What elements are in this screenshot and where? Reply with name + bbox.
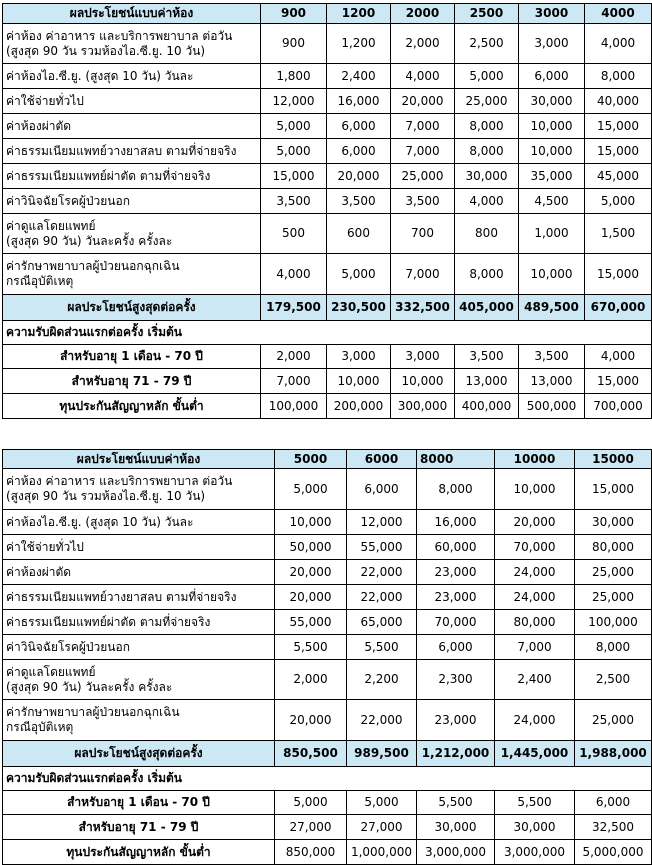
table-row (3, 254, 652, 295)
value-cell: 40,000 (585, 89, 652, 114)
value-cell: 500,000 (519, 394, 585, 419)
row-label: ค่ารักษาพยาบาลผู้ป่วยนอกฉุกเฉิน กรณีอุบัติเหตุ (3, 700, 275, 741)
table-row (3, 139, 652, 164)
value-cell: 8,000 (455, 254, 519, 295)
value-cell: 45,000 (585, 164, 652, 189)
value-cell: 2,000 (275, 660, 347, 700)
value-cell: 2,400 (327, 64, 391, 89)
sum-insured-row (3, 394, 652, 419)
value-cell: 3,000 (327, 345, 391, 369)
row-label: ค่าธรรมเนียมแพทย์วางยาสลบ ตามที่จ่ายจริง (3, 585, 275, 610)
value-cell: 700 (391, 214, 455, 254)
value-cell: 900 (261, 24, 327, 64)
row-label: ค่าห้องผ่าตัด (3, 560, 275, 585)
benefit-table-1 (2, 3, 652, 419)
total-value: 230,500 (327, 295, 391, 321)
value-cell: 70,000 (495, 535, 575, 560)
sum-insured-label: ทุนประกันสัญญาหลัก ขั้นต่ำ (3, 840, 275, 865)
value-cell: 8,000 (455, 139, 519, 164)
value-cell: 23,000 (417, 585, 495, 610)
value-cell: 1,200 (327, 24, 391, 64)
row-label: ค่าธรรมเนียมแพทย์ผ่าตัด ตามที่จ่ายจริง (3, 610, 275, 635)
value-cell: 2,500 (455, 24, 519, 64)
value-cell: 27,000 (347, 815, 417, 840)
header-cell: ผลประโยชน์แบบค่าห้อง (3, 4, 261, 24)
value-cell: 6,000 (327, 139, 391, 164)
value-cell: 30,000 (455, 164, 519, 189)
table-row (3, 214, 652, 254)
value-cell: 80,000 (575, 535, 652, 560)
header-cell: 15000 (575, 450, 652, 469)
table-header-row (3, 450, 652, 469)
value-cell: 5,000 (261, 139, 327, 164)
table-row (3, 469, 652, 510)
total-row (3, 295, 652, 321)
value-cell: 20,000 (275, 560, 347, 585)
value-cell: 15,000 (575, 469, 652, 510)
deductible-title: ความรับผิดส่วนแรกต่อครั้ง เริ่มต้น (3, 321, 652, 345)
total-value: 332,500 (391, 295, 455, 321)
value-cell: 3,500 (391, 189, 455, 214)
value-cell: 4,000 (585, 24, 652, 64)
value-cell: 10,000 (519, 114, 585, 139)
row-label: ค่าห้องไอ.ซี.ยู. (สูงสุด 10 วัน) วันละ (3, 64, 261, 89)
header-cell: 8000 (417, 450, 495, 469)
value-cell: 15,000 (585, 254, 652, 295)
total-value: 670,000 (585, 295, 652, 321)
value-cell: 850,000 (275, 840, 347, 865)
header-cell: 1200 (327, 4, 391, 24)
value-cell: 8,000 (575, 635, 652, 660)
total-value: 1,445,000 (495, 741, 575, 767)
value-cell: 5,000 (585, 189, 652, 214)
value-cell: 30,000 (519, 89, 585, 114)
value-cell: 15,000 (261, 164, 327, 189)
total-value: 1,212,000 (417, 741, 495, 767)
value-cell: 70,000 (417, 610, 495, 635)
header-cell: 4000 (585, 4, 652, 24)
row-label: ค่าห้องไอ.ซี.ยู. (สูงสุด 10 วัน) วันละ (3, 510, 275, 535)
header-cell: 5000 (275, 450, 347, 469)
value-cell: 8,000 (417, 469, 495, 510)
total-value: 850,500 (275, 741, 347, 767)
value-cell: 2,000 (261, 345, 327, 369)
value-cell: 15,000 (585, 114, 652, 139)
value-cell: 25,000 (391, 164, 455, 189)
table-row (3, 535, 652, 560)
table-row (3, 64, 652, 89)
value-cell: 3,000,000 (417, 840, 495, 865)
value-cell: 5,500 (275, 635, 347, 660)
value-cell: 5,000 (261, 114, 327, 139)
benefit-table-2 (2, 449, 652, 865)
value-cell: 5,000 (275, 791, 347, 815)
value-cell: 5,000 (455, 64, 519, 89)
row-label: ค่าธรรมเนียมแพทย์ผ่าตัด ตามที่จ่ายจริง (3, 164, 261, 189)
value-cell: 10,000 (391, 369, 455, 394)
total-label: ผลประโยชน์สูงสุดต่อครั้ง (3, 295, 261, 321)
value-cell: 7,000 (391, 114, 455, 139)
value-cell: 6,000 (347, 469, 417, 510)
row-label: ค่าวินิจฉัยโรคผู้ป่วยนอก (3, 189, 261, 214)
row-label: ค่าธรรมเนียมแพทย์วางยาสลบ ตามที่จ่ายจริง (3, 139, 261, 164)
value-cell: 16,000 (417, 510, 495, 535)
value-cell: 8,000 (455, 114, 519, 139)
table-row (3, 114, 652, 139)
value-cell: 20,000 (391, 89, 455, 114)
value-cell: 4,000 (391, 64, 455, 89)
value-cell: 22,000 (347, 700, 417, 741)
deductible-label: สำหรับอายุ 1 เดือน - 70 ปี (3, 791, 275, 815)
value-cell: 5,500 (495, 791, 575, 815)
deductible-row (3, 369, 652, 394)
row-label: ค่าดูแลโดยแพทย์ (สูงสุด 90 วัน) วันละครั้ง ครั้งละ (3, 660, 275, 700)
value-cell: 8,000 (585, 64, 652, 89)
header-cell: 2500 (455, 4, 519, 24)
value-cell: 25,000 (575, 560, 652, 585)
value-cell: 7,000 (391, 139, 455, 164)
header-cell: 10000 (495, 450, 575, 469)
value-cell: 55,000 (275, 610, 347, 635)
table-row (3, 585, 652, 610)
header-cell: ผลประโยชน์แบบค่าห้อง (3, 450, 275, 469)
total-value: 489,500 (519, 295, 585, 321)
value-cell: 6,000 (575, 791, 652, 815)
value-cell: 23,000 (417, 700, 495, 741)
value-cell: 12,000 (347, 510, 417, 535)
row-label: ค่าใช้จ่ายทั่วไป (3, 535, 275, 560)
value-cell: 55,000 (347, 535, 417, 560)
value-cell: 15,000 (585, 369, 652, 394)
value-cell: 1,500 (585, 214, 652, 254)
row-label: ค่าห้อง ค่าอาหาร และบริการพยาบาล ต่อวัน (สูงสุด 90 วัน รวมห้องไอ.ซี.ยู. 10 วัน) (3, 469, 275, 510)
value-cell: 5,500 (417, 791, 495, 815)
total-label: ผลประโยชน์สูงสุดต่อครั้ง (3, 741, 275, 767)
value-cell: 30,000 (575, 510, 652, 535)
header-cell: 2000 (391, 4, 455, 24)
value-cell: 10,000 (519, 254, 585, 295)
value-cell: 7,000 (495, 635, 575, 660)
value-cell: 10,000 (519, 139, 585, 164)
value-cell: 2,200 (347, 660, 417, 700)
header-cell: 900 (261, 4, 327, 24)
value-cell: 20,000 (495, 510, 575, 535)
total-value: 405,000 (455, 295, 519, 321)
value-cell: 7,000 (391, 254, 455, 295)
value-cell: 4,000 (455, 189, 519, 214)
total-value: 1,988,000 (575, 741, 652, 767)
value-cell: 20,000 (275, 585, 347, 610)
deductible-title-row (3, 767, 652, 791)
deductible-row (3, 791, 652, 815)
row-label: ค่าวินิจฉัยโรคผู้ป่วยนอก (3, 635, 275, 660)
row-label: ค่าห้องผ่าตัด (3, 114, 261, 139)
deductible-title: ความรับผิดส่วนแรกต่อครั้ง เริ่มต้น (3, 767, 652, 791)
value-cell: 2,000 (391, 24, 455, 64)
value-cell: 10,000 (495, 469, 575, 510)
value-cell: 10,000 (275, 510, 347, 535)
value-cell: 800 (455, 214, 519, 254)
header-cell: 3000 (519, 4, 585, 24)
value-cell: 15,000 (585, 139, 652, 164)
value-cell: 25,000 (575, 585, 652, 610)
value-cell: 5,000 (347, 791, 417, 815)
value-cell: 32,500 (575, 815, 652, 840)
value-cell: 16,000 (327, 89, 391, 114)
value-cell: 3,500 (519, 345, 585, 369)
value-cell: 25,000 (575, 700, 652, 741)
value-cell: 5,000,000 (575, 840, 652, 865)
value-cell: 27,000 (275, 815, 347, 840)
sum-insured-label: ทุนประกันสัญญาหลัก ขั้นต่ำ (3, 394, 261, 419)
value-cell: 100,000 (575, 610, 652, 635)
value-cell: 22,000 (347, 585, 417, 610)
value-cell: 600 (327, 214, 391, 254)
value-cell: 3,000 (391, 345, 455, 369)
value-cell: 20,000 (275, 700, 347, 741)
table-row (3, 164, 652, 189)
value-cell: 60,000 (417, 535, 495, 560)
value-cell: 7,000 (261, 369, 327, 394)
value-cell: 300,000 (391, 394, 455, 419)
value-cell: 2,300 (417, 660, 495, 700)
table-row (3, 89, 652, 114)
value-cell: 3,500 (327, 189, 391, 214)
value-cell: 13,000 (455, 369, 519, 394)
value-cell: 20,000 (327, 164, 391, 189)
value-cell: 24,000 (495, 700, 575, 741)
value-cell: 1,000 (519, 214, 585, 254)
value-cell: 3,500 (455, 345, 519, 369)
value-cell: 100,000 (261, 394, 327, 419)
deductible-label: สำหรับอายุ 1 เดือน - 70 ปี (3, 345, 261, 369)
deductible-title-row (3, 321, 652, 345)
value-cell: 1,800 (261, 64, 327, 89)
deductible-label: สำหรับอายุ 71 - 79 ปี (3, 369, 261, 394)
value-cell: 700,000 (585, 394, 652, 419)
value-cell: 4,000 (585, 345, 652, 369)
value-cell: 500 (261, 214, 327, 254)
deductible-row (3, 345, 652, 369)
value-cell: 5,000 (327, 254, 391, 295)
value-cell: 50,000 (275, 535, 347, 560)
table-header-row (3, 4, 652, 24)
value-cell: 2,400 (495, 660, 575, 700)
value-cell: 24,000 (495, 585, 575, 610)
row-label: ค่ารักษาพยาบาลผู้ป่วยนอกฉุกเฉิน กรณีอุบัติเหตุ (3, 254, 261, 295)
table-row (3, 24, 652, 64)
value-cell: 6,000 (327, 114, 391, 139)
value-cell: 3,000,000 (495, 840, 575, 865)
value-cell: 10,000 (327, 369, 391, 394)
value-cell: 200,000 (327, 394, 391, 419)
value-cell: 4,500 (519, 189, 585, 214)
table-row (3, 189, 652, 214)
value-cell: 5,500 (347, 635, 417, 660)
table-row (3, 700, 652, 741)
value-cell: 6,000 (519, 64, 585, 89)
value-cell: 35,000 (519, 164, 585, 189)
row-label: ค่าดูแลโดยแพทย์ (สูงสุด 90 วัน) วันละครั้ง ครั้งละ (3, 214, 261, 254)
value-cell: 5,000 (275, 469, 347, 510)
sum-insured-row (3, 840, 652, 865)
table-row (3, 660, 652, 700)
row-label: ค่าใช้จ่ายทั่วไป (3, 89, 261, 114)
value-cell: 22,000 (347, 560, 417, 585)
value-cell: 12,000 (261, 89, 327, 114)
value-cell: 80,000 (495, 610, 575, 635)
table-row (3, 560, 652, 585)
value-cell: 3,500 (261, 189, 327, 214)
total-value: 179,500 (261, 295, 327, 321)
total-value: 989,500 (347, 741, 417, 767)
value-cell: 13,000 (519, 369, 585, 394)
value-cell: 400,000 (455, 394, 519, 419)
value-cell: 6,000 (417, 635, 495, 660)
value-cell: 3,000 (519, 24, 585, 64)
value-cell: 30,000 (495, 815, 575, 840)
value-cell: 2,500 (575, 660, 652, 700)
deductible-label: สำหรับอายุ 71 - 79 ปี (3, 815, 275, 840)
deductible-row (3, 815, 652, 840)
total-row (3, 741, 652, 767)
value-cell: 25,000 (455, 89, 519, 114)
value-cell: 30,000 (417, 815, 495, 840)
value-cell: 24,000 (495, 560, 575, 585)
value-cell: 1,000,000 (347, 840, 417, 865)
row-label: ค่าห้อง ค่าอาหาร และบริการพยาบาล ต่อวัน (สูงสุด 90 วัน รวมห้องไอ.ซี.ยู. 10 วัน) (3, 24, 261, 64)
table-row (3, 635, 652, 660)
value-cell: 65,000 (347, 610, 417, 635)
table-row (3, 610, 652, 635)
header-cell: 6000 (347, 450, 417, 469)
value-cell: 23,000 (417, 560, 495, 585)
table-row (3, 510, 652, 535)
value-cell: 4,000 (261, 254, 327, 295)
